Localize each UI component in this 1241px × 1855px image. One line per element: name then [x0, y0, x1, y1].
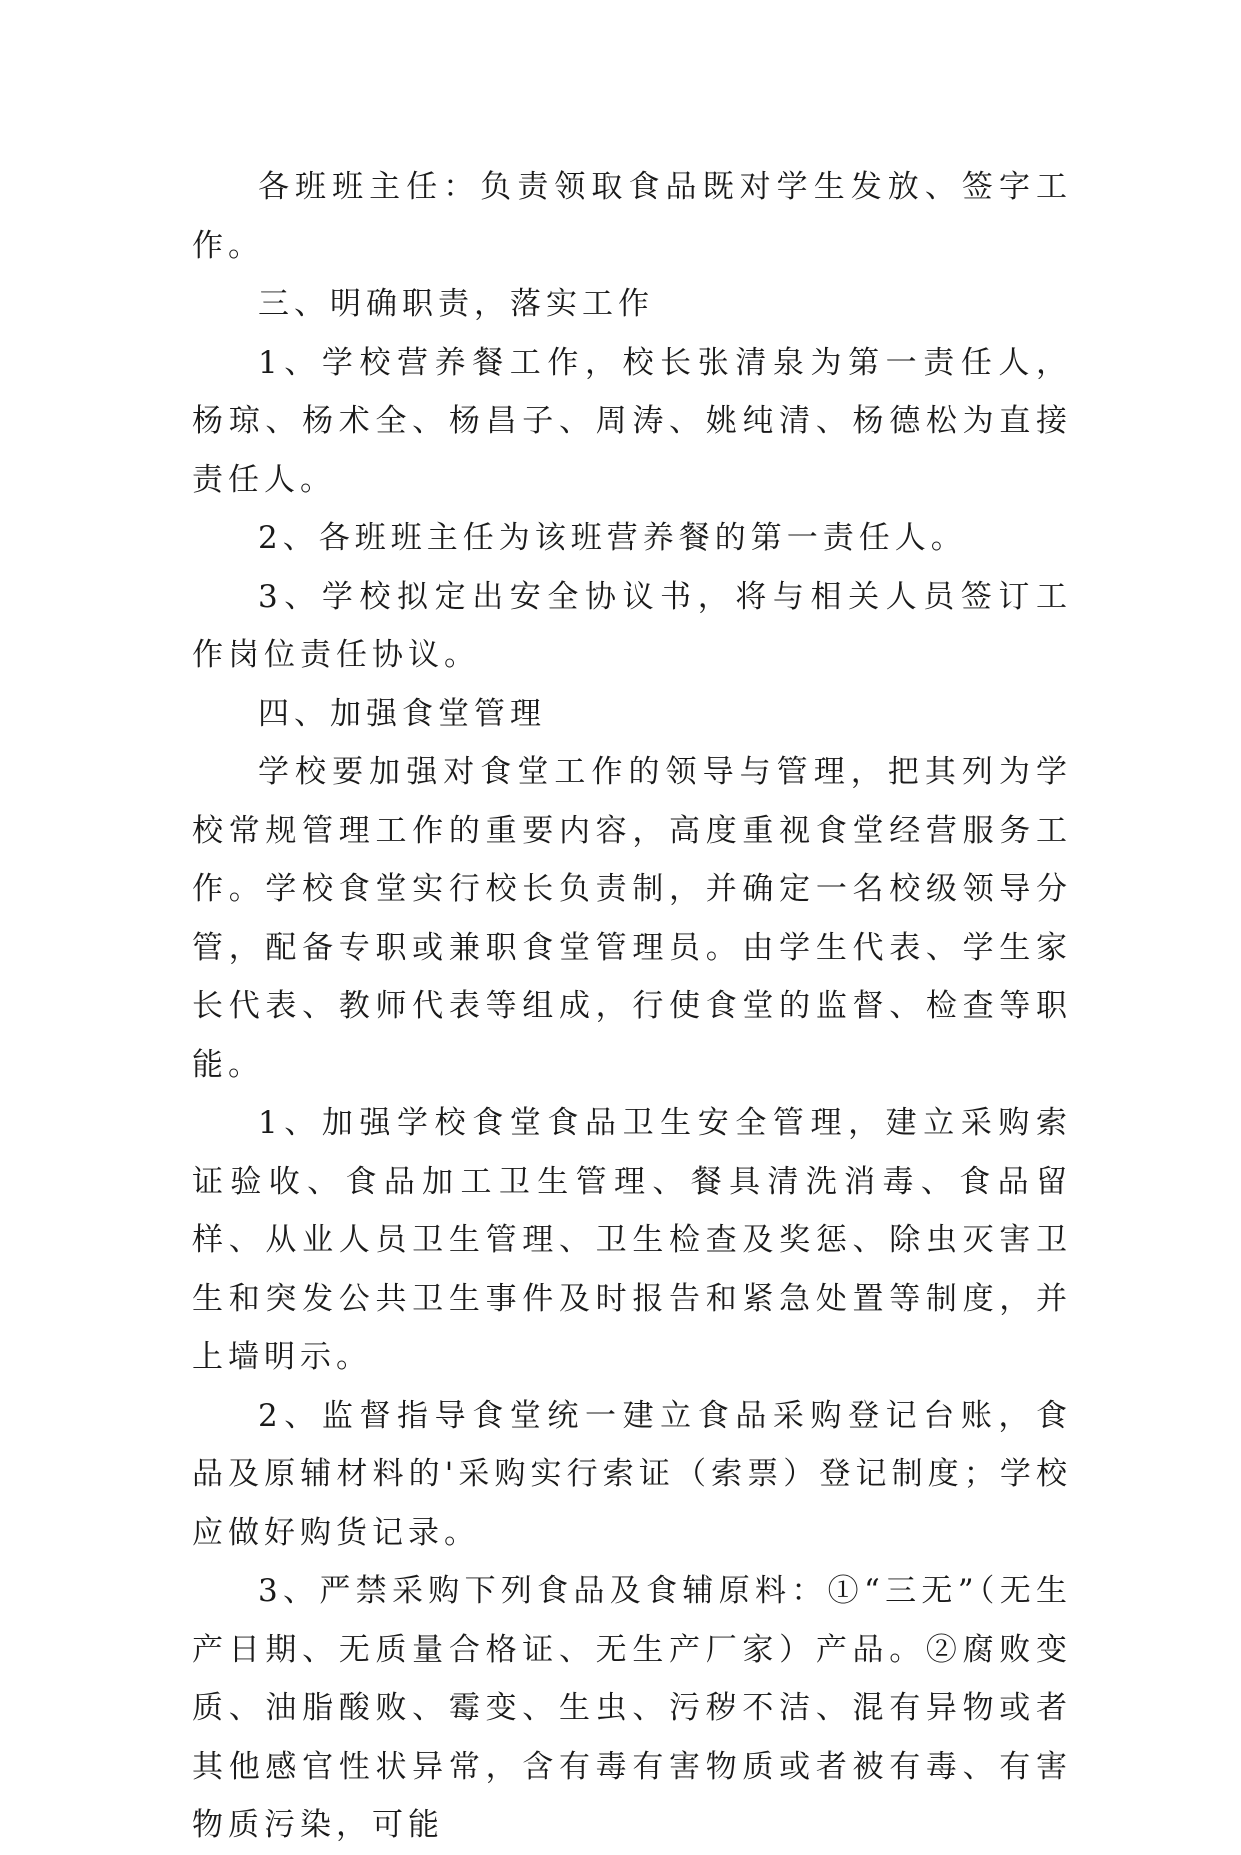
- paragraph-item-3-agreement: 3、学校拟定出安全协议书，将与相关人员签订工作岗位责任协议。: [192, 578, 1072, 673]
- paragraph-item-1-responsibility: 1、学校营养餐工作，校长张清泉为第一责任人，杨琼、杨术全、杨昌子、周涛、姚纯清、杨德松为直接责任人。: [192, 344, 1072, 498]
- heading-section-three: 三、明确职责，落实工作: [258, 286, 654, 322]
- paragraph-canteen-item-2: 2、监督指导食堂统一建立食品采购登记台账，食品及原辅材料的'采购实行索证（索票）登记制度；学校应做好购货记录。: [192, 1397, 1072, 1551]
- paragraph-item-2-responsibility: 2、各班班主任为该班营养餐的第一责任人。: [258, 520, 967, 556]
- paragraph-canteen-item-3: 3、严禁采购下列食品及食辅原料：①“三无”（无生产日期、无质量合格证、无生产厂家）产品。②腐败变质、油脂酸败、霉变、生虫、污秽不洁、混有异物或者其他感官性状异常，含有毒有害物质或者被有毒、有害物质污染，可能: [192, 1573, 1072, 1843]
- paragraph-canteen-management: 学校要加强对食堂工作的领导与管理，把其列为学校常规管理工作的重要内容，高度重视食堂经营服务工作。学校食堂实行校长负责制，并确定一名校级领导分管，配备专职或兼职食堂管理员。由学生代表、学生家长代表、教师代表等组成，行使食堂的监督、检查等职能。: [192, 754, 1072, 1083]
- paragraph-class-teacher-duty: 各班班主任：负责领取食品既对学生发放、签字工作。: [192, 169, 1072, 264]
- paragraph-canteen-item-1: 1、加强学校食堂食品卫生安全管理，建立采购索证验收、食品加工卫生管理、餐具清洗消毒、食品留样、从业人员卫生管理、卫生检查及奖惩、除虫灭害卫生和突发公共卫生事件及时报告和紧急处置等制度，并上墙明示。: [192, 1105, 1072, 1375]
- heading-section-four: 四、加强食堂管理: [258, 695, 546, 732]
- document-body: [192, 158, 1072, 1855]
